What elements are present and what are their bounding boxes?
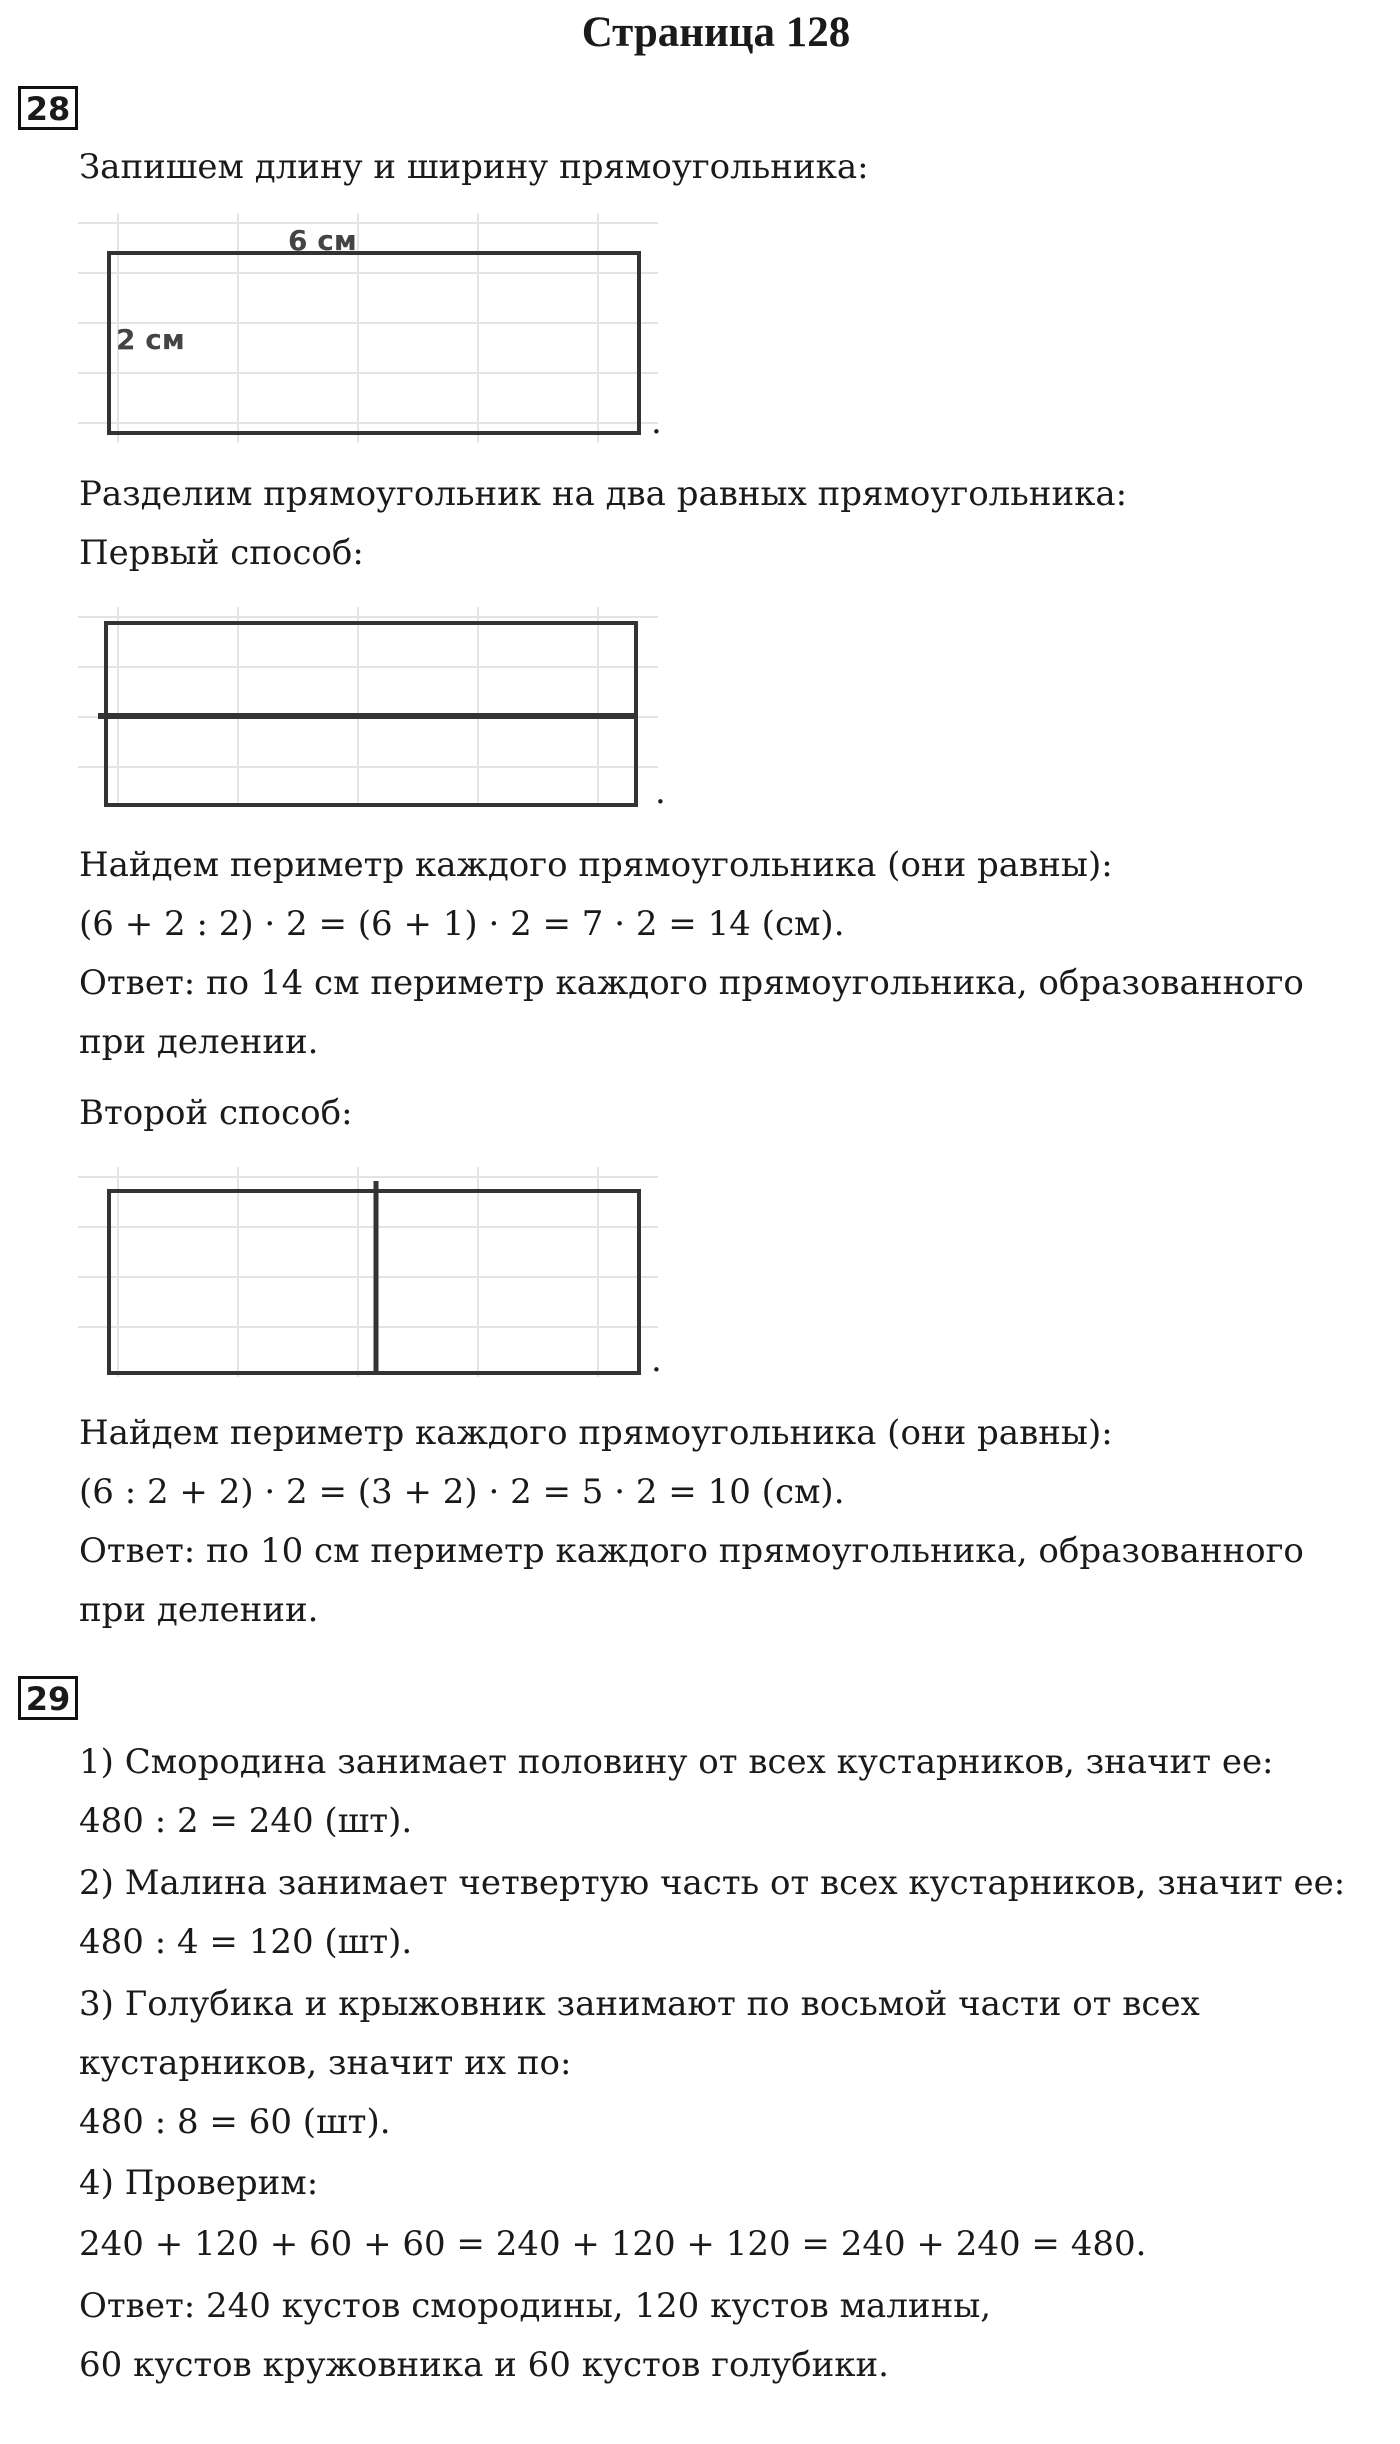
task29-line: Ответ: 240 кустов смородины, 120 кустов малины,	[79, 2286, 992, 2326]
figure-period: .	[651, 1340, 662, 1380]
task29-line: 3) Голубика и крыжовник занимают по восьмой части от всех	[79, 1984, 1200, 2024]
way1-answer-cont: при делении.	[79, 1022, 319, 1062]
way1-calc: (6 + 2 : 2) · 2 = (6 + 1) · 2 = 7 · 2 = 14 (см).	[79, 904, 845, 944]
task28-divide: Разделим прямоугольник на два равных прямоугольника:	[79, 474, 1128, 514]
figure-period: .	[655, 772, 666, 812]
rectangle-figure-dimensions	[78, 213, 658, 443]
task28-intro: Запишем длину и ширину прямоугольника:	[79, 147, 869, 187]
task29-line: 240 + 120 + 60 + 60 = 240 + 120 + 120 = 240 + 240 = 480.	[79, 2224, 1147, 2264]
task29-line: 480 : 4 = 120 (шт).	[79, 1922, 413, 1962]
way2-answer: Ответ: по 10 см периметр каждого прямоугольника, образованного	[79, 1531, 1304, 1571]
task29-line: 1) Смородина занимает половину от всех кустарников, значит ее:	[79, 1742, 1274, 1782]
task29-line: кустарников, значит их по:	[79, 2043, 572, 2083]
rectangle-figure-horizontal-split	[78, 607, 658, 807]
way1-title: Первый способ:	[79, 533, 364, 573]
task29-line: 2) Малина занимает четвертую часть от всех кустарников, значит ее:	[79, 1863, 1346, 1903]
way1-answer: Ответ: по 14 см периметр каждого прямоугольника, образованного	[79, 963, 1304, 1003]
way2-answer-cont: при делении.	[79, 1590, 319, 1630]
length-label: 6 см	[288, 224, 357, 257]
way1-find: Найдем периметр каждого прямоугольника (они равны):	[79, 845, 1113, 885]
way2-find: Найдем периметр каждого прямоугольника (они равны):	[79, 1413, 1113, 1453]
figure-period: .	[651, 402, 662, 442]
way2-title: Второй способ:	[79, 1093, 353, 1133]
task-number-28: 28	[18, 86, 78, 130]
task29-line: 4) Проверим:	[79, 2163, 319, 2203]
task29-line: 60 кустов кружовника и 60 кустов голубики.	[79, 2345, 889, 2385]
task29-line: 480 : 8 = 60 (шт).	[79, 2102, 391, 2142]
rectangle-figure-vertical-split	[78, 1167, 658, 1377]
way2-calc: (6 : 2 + 2) · 2 = (3 + 2) · 2 = 5 · 2 = 10 (см).	[79, 1472, 845, 1512]
task-number-29: 29	[18, 1676, 78, 1720]
page-title: Страница 128	[581, 9, 851, 56]
width-label: 2 см	[116, 323, 185, 356]
task29-line: 480 : 2 = 240 (шт).	[79, 1801, 413, 1841]
